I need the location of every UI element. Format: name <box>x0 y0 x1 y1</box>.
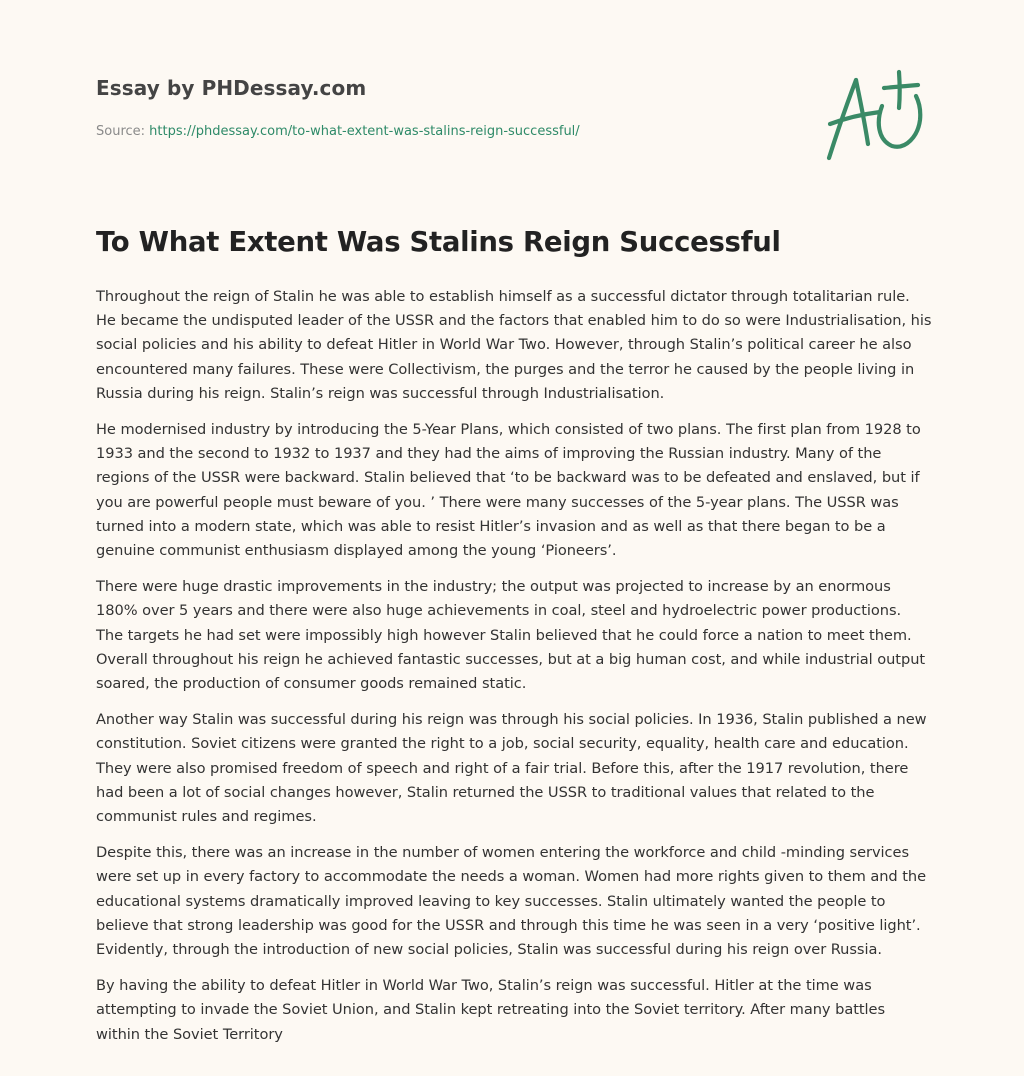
essay-paragraph: Throughout the reign of Stalin he was able to establish himself as a successful dictator through totalitarian rule. He became the undisputed leader of the USSR and the factors that enabled him to do so were Industrialisation, his social policies and his ability to defeat Hitler in World War Two. However, through Stalin’s political career he also encountered many failures. These were Collectivism, the purges and the terror he caused by the people living in Russia during his reign. Stalin’s reign was successful through Industrialisation. <box>96 288 932 402</box>
essay-paragraph: Despite this, there was an increase in the number of women entering the workforce and child -minding services were set up in every factory to accommodate the needs a woman. Women had more rights given to them and the educational systems dramatically improved leaving to key successes. Stalin ultimately wanted the people to believe that strong leadership was good for the USSR and through this time he was seen in a very ‘positive light’. Evidently, through the introduction of new social policies, Stalin was successful during his reign over Russia. <box>96 844 927 959</box>
source-link[interactable]: https://phdessay.com/to-what-extent-was-stalins-reign-successful/ <box>149 124 580 139</box>
essay-paragraph: There were huge drastic improvements in the industry; the output was projected to increase by an enormous 180% over 5 years and there were also huge achievements in coal, steel and hydroelectric power productions. The targets he had set were impossibly high however Stalin believed that he could force a nation to meet them. Overall throughout his reign he achieved fantastic successes, but at a big human cost, and while industrial output soared, the production of consumer goods remained static. <box>96 578 926 693</box>
essay-title: To What Extent Was Stalins Reign Successful <box>96 226 781 258</box>
essay-body <box>96 285 932 1059</box>
essay-paragraph: Another way Stalin was successful during his reign was through his social policies. In 1936, Stalin published a new constitution. Soviet citizens were granted the right to a job, social security, equality, health care and education. They were also promised freedom of speech and right of a fair trial. Before this, after the 1917 revolution, there had been a lot of social changes however, Stalin returned the USSR to traditional values that related to the communist rules and regimes. <box>96 711 927 826</box>
site-title: Essay by PHDessay.com <box>96 76 367 100</box>
essay-paragraph: By having the ability to defeat Hitler in World War Two, Stalin’s reign was successful. Hitler at the time was attempting to invade the Soviet Union, and Stalin kept retreating into the Soviet territory. After many battles within the Soviet Territory <box>96 977 886 1043</box>
a-plus-grade-icon <box>822 66 926 164</box>
essay-paragraph: He modernised industry by introducing the 5-Year Plans, which consisted of two plans. The first plan from 1928 to 1933 and the second to 1932 to 1937 and they had the aims of improving the Russian industry. Many of the regions of the USSR were backward. Stalin believed that ‘to be backward was to be defeated and enslaved, but if you are powerful people must beware of you. ’ There were many successes of the 5-year plans. The USSR was turned into a modern state, which was able to resist Hitler’s invasion and as well as that there began to be a genuine communist enthusiasm displayed among the young ‘Pioneers’. <box>96 421 921 560</box>
source-line <box>96 124 580 139</box>
source-label: Source: <box>96 124 146 139</box>
